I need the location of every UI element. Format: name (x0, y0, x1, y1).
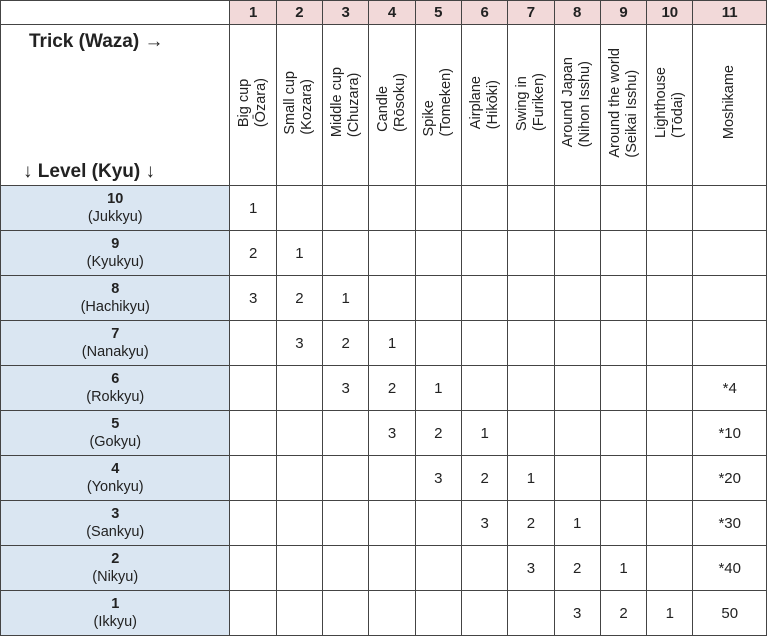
trick-name-block (329, 67, 363, 137)
level-name: (Nanakyu) (81, 344, 149, 360)
requirement-cell (600, 501, 646, 546)
level-number: 3 (111, 506, 120, 522)
level-table-body (1, 186, 767, 636)
requirement-cell (647, 546, 693, 591)
requirement-cell (461, 276, 507, 321)
requirement-cell (415, 321, 461, 366)
trick-header-7 (508, 25, 554, 186)
trick-japanese-name: (Hikōki) (484, 79, 501, 130)
level-number: 2 (111, 551, 120, 567)
requirement-cell: *40 (693, 546, 767, 591)
trick-number-1: 1 (230, 1, 276, 25)
trick-name: Swing in (513, 76, 530, 132)
requirement-cell (508, 321, 554, 366)
requirement-cell: 2 (415, 411, 461, 456)
trick-header-11 (693, 25, 767, 186)
trick-number-7: 7 (508, 1, 554, 25)
requirement-cell (693, 321, 767, 366)
requirement-cell: 1 (323, 276, 369, 321)
trick-japanese-name: (Kozara) (299, 78, 316, 135)
requirement-cell (276, 501, 322, 546)
requirement-cell (369, 546, 415, 591)
level-row (1, 321, 767, 366)
level-axis-title: ↓ Level (Kyu) ↓ (23, 161, 155, 182)
trick-japanese-name: (Chuzara) (345, 73, 362, 138)
requirement-cell (369, 276, 415, 321)
requirement-cell: 2 (276, 276, 322, 321)
level-name: (Ikkyu) (93, 614, 137, 630)
trick-number-11: 11 (693, 1, 767, 25)
requirement-cell (323, 456, 369, 501)
requirement-cell: 1 (647, 591, 693, 636)
level-label-cell (1, 321, 230, 366)
requirement-cell: 1 (461, 411, 507, 456)
trick-name: Airplane (467, 75, 484, 130)
requirement-cell: 3 (415, 456, 461, 501)
requirement-cell (461, 546, 507, 591)
requirement-cell (647, 321, 693, 366)
requirement-cell (647, 366, 693, 411)
level-name: (Sankyu) (86, 524, 145, 540)
requirement-cell (647, 501, 693, 546)
requirement-cell (323, 546, 369, 591)
trick-name-block (721, 65, 738, 139)
requirement-cell (554, 366, 600, 411)
trick-japanese-name: (Furiken) (530, 73, 547, 132)
requirement-cell (647, 276, 693, 321)
requirement-cell (647, 231, 693, 276)
trick-name-block (607, 48, 641, 158)
requirement-cell (323, 591, 369, 636)
level-label-cell (1, 276, 230, 321)
requirement-cell (323, 411, 369, 456)
requirement-cell: 3 (323, 366, 369, 411)
requirement-cell (554, 276, 600, 321)
requirement-cell: 1 (554, 501, 600, 546)
requirement-cell (693, 186, 767, 231)
requirement-cell (369, 591, 415, 636)
trick-name-block (560, 57, 594, 147)
trick-name-block (282, 71, 316, 135)
requirement-cell: 2 (369, 366, 415, 411)
trick-name: Moshikame (721, 65, 738, 140)
trick-name: Around the world (606, 47, 623, 158)
requirement-cell (415, 186, 461, 231)
level-label-cell (1, 186, 230, 231)
trick-name-block (653, 67, 687, 138)
requirement-cell (461, 366, 507, 411)
requirement-cell: 3 (230, 276, 276, 321)
requirement-cell (369, 456, 415, 501)
level-label-cell (1, 366, 230, 411)
requirement-cell (554, 231, 600, 276)
requirement-cell (647, 411, 693, 456)
requirement-cell (369, 186, 415, 231)
trick-number-4: 4 (369, 1, 415, 25)
level-row (1, 186, 767, 231)
trick-number-10: 10 (647, 1, 693, 25)
trick-number-6: 6 (461, 1, 507, 25)
trick-header-5 (415, 25, 461, 186)
level-label-cell (1, 501, 230, 546)
requirement-cell (415, 591, 461, 636)
trick-number-5: 5 (415, 1, 461, 25)
requirement-cell (554, 411, 600, 456)
requirement-cell: 1 (415, 366, 461, 411)
requirement-cell (369, 501, 415, 546)
requirement-cell (276, 456, 322, 501)
requirement-cell (323, 231, 369, 276)
requirement-cell: 3 (554, 591, 600, 636)
trick-header-2 (276, 25, 322, 186)
level-number: 9 (111, 236, 120, 252)
trick-name: Around Japan (560, 57, 577, 148)
requirement-cell (415, 276, 461, 321)
requirement-cell: 1 (230, 186, 276, 231)
requirement-cell: 1 (508, 456, 554, 501)
level-label-cell (1, 456, 230, 501)
requirement-cell: 1 (600, 546, 646, 591)
requirement-cell (508, 186, 554, 231)
blank-corner-cell (1, 1, 230, 25)
requirement-cell (323, 186, 369, 231)
requirement-cell: 2 (554, 546, 600, 591)
level-name: (Kyukyu) (86, 254, 144, 270)
level-number: 4 (111, 461, 120, 477)
requirement-cell (230, 591, 276, 636)
requirement-cell (554, 321, 600, 366)
level-name: (Gokyu) (89, 434, 142, 450)
requirement-cell: 3 (369, 411, 415, 456)
trick-name: Lighthouse (652, 67, 669, 138)
trick-name-row (1, 25, 767, 186)
requirement-cell (600, 366, 646, 411)
trick-header-10 (647, 25, 693, 186)
level-row (1, 591, 767, 636)
trick-name-block (236, 78, 270, 127)
level-row (1, 231, 767, 276)
requirement-cell (230, 366, 276, 411)
requirement-cell: 2 (508, 501, 554, 546)
requirement-cell: 3 (508, 546, 554, 591)
requirement-cell (276, 366, 322, 411)
level-row (1, 546, 767, 591)
level-number: 1 (111, 596, 120, 612)
trick-japanese-name: (Rōsoku) (392, 73, 409, 132)
requirement-cell (230, 456, 276, 501)
level-row (1, 411, 767, 456)
level-name: (Hachikyu) (80, 299, 150, 315)
level-label-cell (1, 546, 230, 591)
trick-header-6 (461, 25, 507, 186)
trick-header-1 (230, 25, 276, 186)
requirement-cell (461, 231, 507, 276)
level-label-cell (1, 411, 230, 456)
requirement-cell: 2 (323, 321, 369, 366)
trick-japanese-name: (Tomeken) (438, 68, 455, 137)
trick-axis-title: Trick (Waza) → (29, 31, 164, 52)
requirement-cell (276, 186, 322, 231)
trick-japanese-name: (Ōzara) (253, 77, 270, 128)
level-name: (Jukkyu) (87, 209, 143, 225)
requirement-cell: 3 (276, 321, 322, 366)
requirement-cell: 3 (461, 501, 507, 546)
trick-header-8 (554, 25, 600, 186)
requirement-cell: *10 (693, 411, 767, 456)
level-row (1, 456, 767, 501)
level-number: 5 (111, 416, 120, 432)
requirement-cell: 1 (369, 321, 415, 366)
requirement-cell (230, 501, 276, 546)
trick-number-3: 3 (323, 1, 369, 25)
requirement-cell: 50 (693, 591, 767, 636)
requirement-cell (415, 231, 461, 276)
requirement-cell (693, 276, 767, 321)
requirement-cell (276, 546, 322, 591)
level-number: 10 (107, 191, 124, 207)
trick-name-block (468, 76, 502, 129)
requirement-cell (600, 456, 646, 501)
level-label-cell (1, 591, 230, 636)
requirement-cell: *20 (693, 456, 767, 501)
trick-header-9 (600, 25, 646, 186)
trick-header-4 (369, 25, 415, 186)
trick-name-block (375, 73, 409, 132)
requirement-cell (647, 186, 693, 231)
trick-number-2: 2 (276, 1, 322, 25)
requirement-cell: *30 (693, 501, 767, 546)
trick-name: Small cup (282, 70, 299, 135)
trick-name: Spike (421, 100, 438, 137)
requirement-cell: *4 (693, 366, 767, 411)
level-number: 8 (111, 281, 120, 297)
requirement-cell (647, 456, 693, 501)
requirement-cell (461, 186, 507, 231)
trick-name-block (421, 68, 455, 137)
trick-japanese-name: (Tōdai) (669, 92, 686, 138)
requirement-cell (693, 231, 767, 276)
requirement-cell: 2 (600, 591, 646, 636)
trick-japanese-name: (Seikai Isshu) (623, 69, 640, 158)
requirement-cell (508, 276, 554, 321)
level-row (1, 276, 767, 321)
requirement-cell (508, 231, 554, 276)
requirement-cell (554, 186, 600, 231)
requirement-cell (600, 276, 646, 321)
requirement-cell (508, 411, 554, 456)
requirement-cell (508, 366, 554, 411)
level-row (1, 366, 767, 411)
requirement-cell (461, 591, 507, 636)
requirement-cell (415, 546, 461, 591)
requirement-cell (600, 321, 646, 366)
requirement-cell (461, 321, 507, 366)
requirement-cell (230, 321, 276, 366)
level-name: (Nikyu) (92, 569, 139, 585)
trick-number-row (1, 1, 767, 25)
level-number: 7 (111, 326, 120, 342)
level-label-cell (1, 231, 230, 276)
trick-header-3 (323, 25, 369, 186)
trick-japanese-name: (Nihon Isshu) (577, 61, 594, 148)
trick-name: Candle (375, 85, 392, 132)
trick-number-8: 8 (554, 1, 600, 25)
trick-name: Big cup (236, 78, 253, 128)
requirement-cell (276, 591, 322, 636)
requirement-cell (508, 591, 554, 636)
requirement-cell (369, 231, 415, 276)
corner-header-cell (1, 25, 230, 186)
requirement-cell (323, 501, 369, 546)
trick-name: Middle cup (328, 67, 345, 138)
requirement-cell (600, 186, 646, 231)
trick-number-9: 9 (600, 1, 646, 25)
level-number: 6 (111, 371, 120, 387)
level-name: (Yonkyu) (86, 479, 144, 495)
requirement-cell (230, 546, 276, 591)
requirement-cell (415, 501, 461, 546)
requirement-cell (554, 456, 600, 501)
requirement-cell (600, 411, 646, 456)
requirement-cell: 2 (230, 231, 276, 276)
requirement-cell (276, 411, 322, 456)
trick-name-block (514, 73, 548, 131)
requirement-cell: 2 (461, 456, 507, 501)
requirement-cell: 1 (276, 231, 322, 276)
requirement-cell (600, 231, 646, 276)
level-row (1, 501, 767, 546)
level-name: (Rokkyu) (86, 389, 145, 405)
requirement-cell (230, 411, 276, 456)
